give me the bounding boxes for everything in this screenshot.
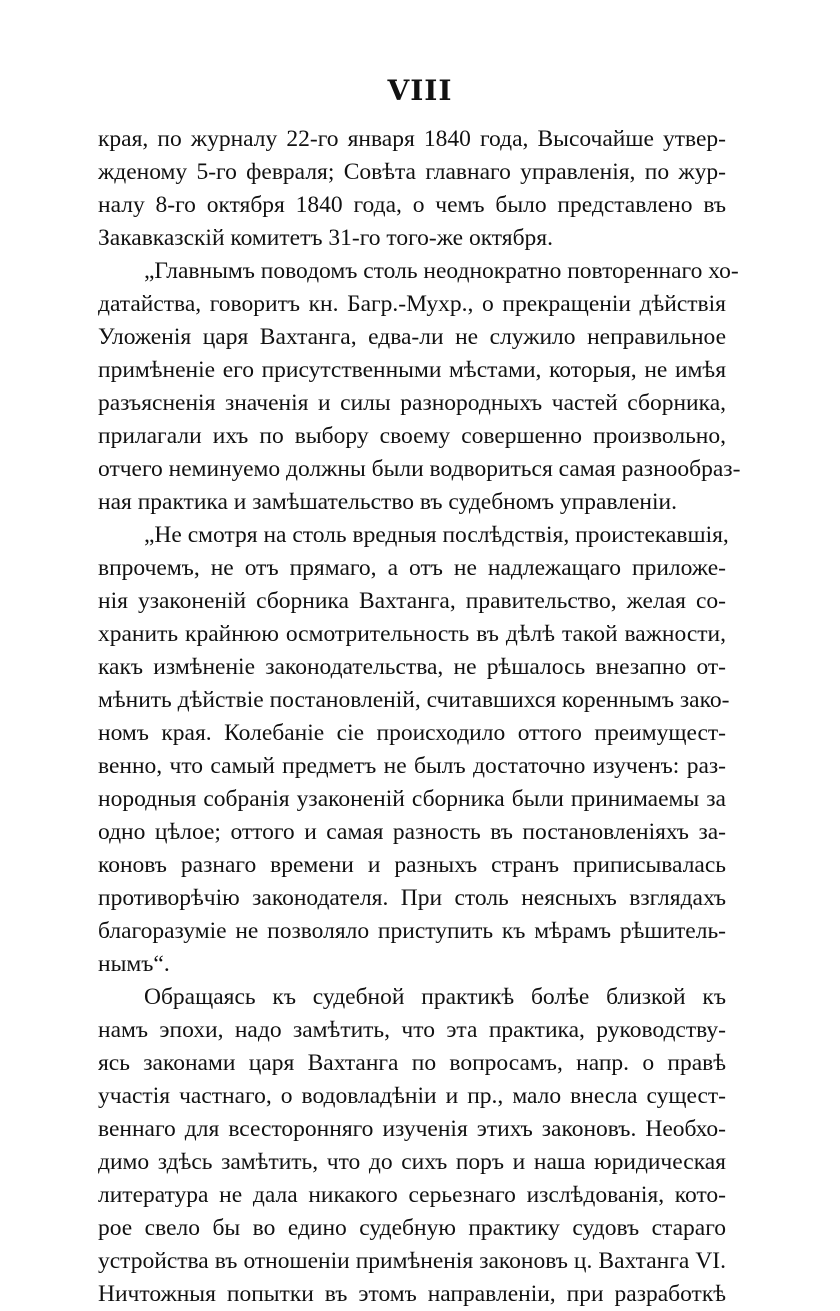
text-line: Обращаясь къ судебной практикѣ болѣе близкой къ <box>144 984 726 1010</box>
text-line: литература не дала никакого серьезнаго изслѣдованія, кото- <box>98 1182 726 1208</box>
text-line: нія узаконеній сборника Вахтанга, правительство, желая со- <box>98 588 726 614</box>
text-line: ная практика и замѣшательство въ судебномъ управленіи. <box>98 489 677 515</box>
text-line: отчего неминуемо должны были водвориться самая разнообраз- <box>98 456 741 482</box>
text-line: Ничтожныя попытки въ этомъ направленіи, при разработкѣ <box>98 1281 726 1307</box>
text-line: разъясненія значенія и силы разнородныхъ частей сборника, <box>98 390 726 416</box>
text-line: Закавказскій комитетъ 31-го того-же октября. <box>98 225 553 251</box>
text-line: благоразуміе не позволяло приступить къ мѣрамъ рѣшитель- <box>98 918 726 944</box>
text-line: „Не смотря на столь вредныя послѣдствія, проистекавшія, <box>144 522 729 548</box>
text-line: участія частнаго, о водовладѣніи и пр., мало внесла сущест- <box>98 1083 726 1109</box>
text-line: Уложенія царя Вахтанга, едва-ли не служило неправильное <box>98 324 726 350</box>
text-line: венно, что самый предметъ не былъ достаточно изученъ: раз- <box>98 753 726 779</box>
paragraph-1 <box>98 123 726 255</box>
text-line: противорѣчію законодателя. При столь неясныхъ взглядахъ <box>98 885 726 911</box>
text-line: коновъ разнаго времени и разныхъ странъ приписывалась <box>98 852 726 878</box>
body-text <box>98 123 741 1311</box>
text-line: нымъ“. <box>98 951 170 977</box>
text-line: веннаго для всесторонняго изученія этихъ законовъ. Необхо- <box>98 1116 726 1142</box>
text-line: рое свело бы во едино судебную практику судовъ стараго <box>98 1215 726 1241</box>
text-line: нородныя собранія узаконеній сборника были принимаемы за <box>98 786 726 812</box>
text-line: устройства въ отношеніи примѣненія законовъ ц. Вахтанга VI. <box>98 1248 726 1274</box>
text-line: одно цѣлое; оттого и самая разность въ постановленіяхъ за- <box>98 819 726 845</box>
text-line: впрочемъ, не отъ прямаго, а отъ не надлежащаго приложе- <box>98 555 726 581</box>
text-line: какъ измѣненіе законодательства, не рѣшалось внезапно от- <box>98 654 726 680</box>
text-line: жденому 5-го февраля; Совѣта главнаго управленія, по жур- <box>98 159 726 185</box>
text-line: намъ эпохи, надо замѣтить, что эта практика, руководству- <box>98 1017 726 1043</box>
text-line: номъ края. Колебаніе сіе происходило оттого преимущест- <box>98 720 726 746</box>
text-line: примѣненіе его присутственными мѣстами, которыя, не имѣя <box>98 357 726 383</box>
text-line: хранить крайнюю осмотрительность въ дѣлѣ такой важности, <box>98 621 726 647</box>
text-line: мѣнить дѣйствіе постановленій, считавшихся кореннымъ зако- <box>98 687 730 713</box>
paragraph-2 <box>98 255 741 519</box>
text-line: датайства, говоритъ кн. Багр.-Мухр., о прекращеніи дѣйствія <box>98 291 726 317</box>
text-line: „Главнымъ поводомъ столь неоднократно повтореннаго хо- <box>144 258 739 284</box>
paragraph-3 <box>98 519 730 981</box>
text-line: края, по журналу 22-го января 1840 года, Высочайше утвер- <box>98 126 726 152</box>
paragraph-4 <box>98 981 726 1311</box>
text-line: прилагали ихъ по выбору своему совершенно произвольно, <box>98 423 726 449</box>
text-line: налу 8-го октября 1840 года, о чемъ было представлено въ <box>98 192 726 218</box>
text-line: димо здѣсь замѣтить, что до сихъ поръ и наша юридическая <box>98 1149 726 1175</box>
text-line: ясь законами царя Вахтанга по вопросамъ, напр. о правѣ <box>98 1050 726 1076</box>
page-number: VIII <box>387 74 453 107</box>
